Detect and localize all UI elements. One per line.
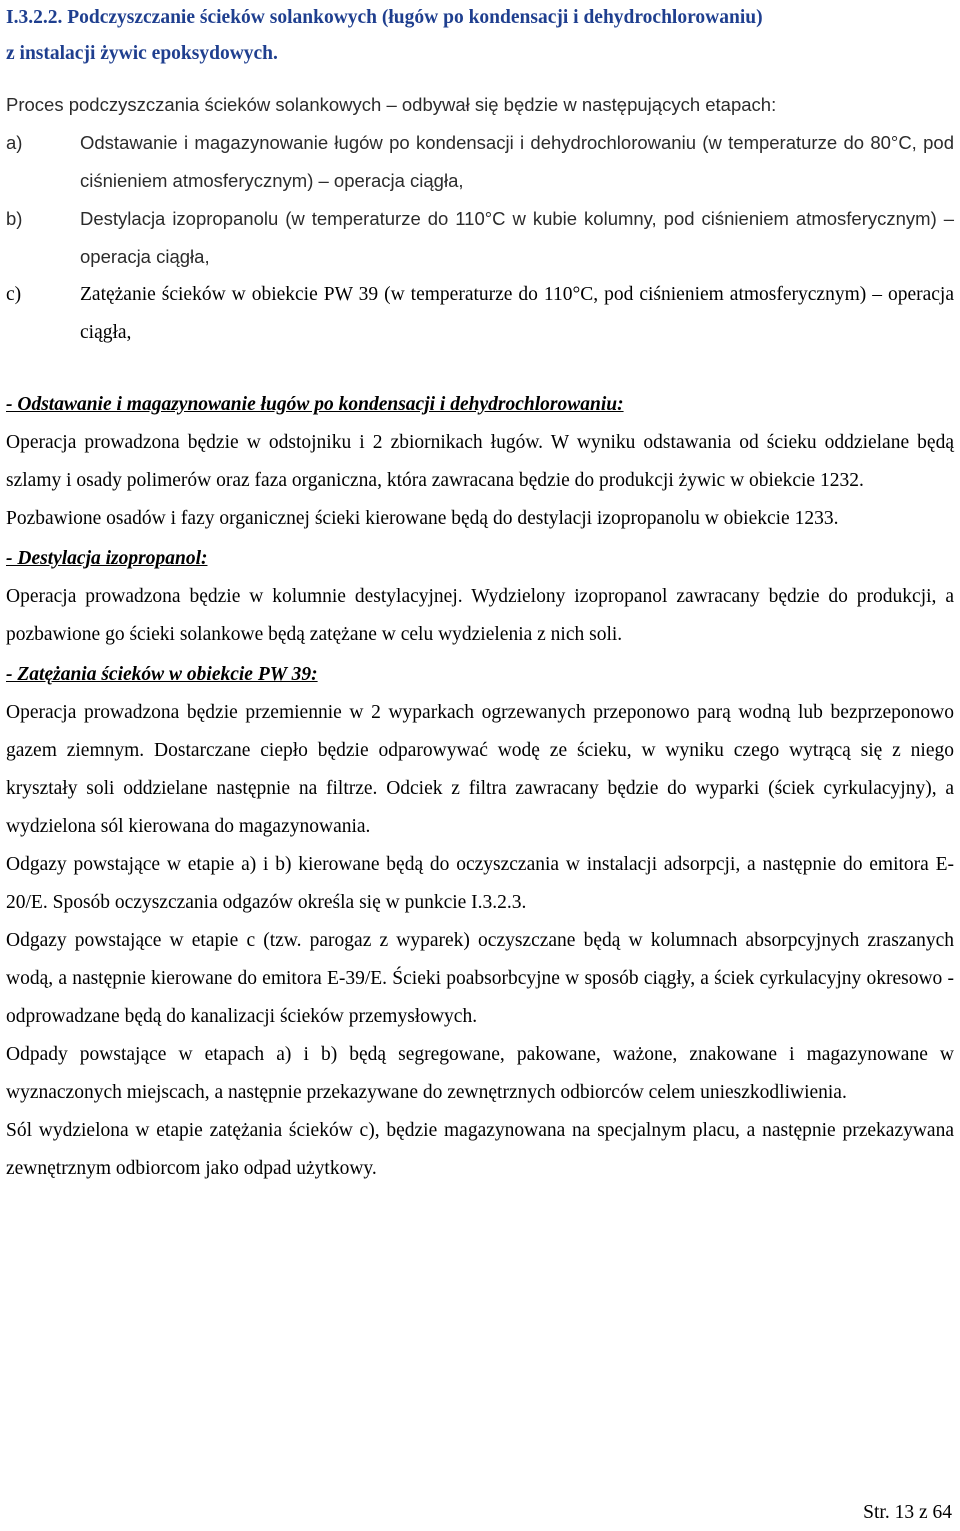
paragraph-odstawanie-1: [6, 424, 954, 500]
document-page: [6, 0, 954, 1188]
stage-item-a: [6, 124, 954, 200]
text-run: Odgazy powstające w etapie c (tzw.: [6, 930, 302, 951]
section-heading-line-1: I.3.2.2. Podczyszczanie ścieków solankowych (ługów po kondensacji i dehydrochlorowaniu): [6, 7, 763, 28]
stage-label: b): [6, 208, 23, 229]
text-run: Operacja prowadzona będzie w kolumnie destylacyjnej.: [6, 586, 463, 607]
text-run: parogaz z wyparek) oczyszczane będą w kolumnach absorpcyjnych zraszanych wodą, a następnie kierowane do emitora E-39/E. Ścieki poabsorbcyjne w sposób ciągły, a ściek cyrkulacyjny okresowo - odprowadzane będą do kanalizacji ścieków przemysłowych.: [6, 930, 954, 1027]
stage-label: c): [6, 284, 22, 305]
subsection-title-destylacja: - Destylacja izopropanol:: [6, 548, 208, 569]
stage-item-b: [6, 200, 954, 276]
stage-text: Destylacja izopropanolu (w temperaturze do 110°C w kubie kolumny, pod ciśnieniem atmosferycznym) – operacja ciągła,: [80, 208, 954, 267]
page-number: Str. 13 z 64: [863, 1502, 952, 1523]
paragraph-destylacja-1: [6, 578, 954, 654]
paragraph-zatezanie-4: Odpady powstające w etapach a) i b) będą segregowane, pakowane, ważone, znakowane i magazynowane w wyznaczonych miejscach, a następnie przekazywane do zewnętrznych odbiorców celem unieszkodliwienia.: [6, 1044, 954, 1103]
paragraph-zatezanie-1: [6, 694, 954, 846]
stage-text: Odstawanie i magazynowanie ługów po kondensacji i dehydrochlorowaniu (w temperaturze do 80°C, pod ciśnieniem atmosferycznym) – operacja ciągła,: [80, 132, 954, 191]
section-heading: [6, 0, 954, 72]
text-run: Dostarczane ciepło będzie odparowywać wodę ze ścieku, w wyniku czego wytrącą się z niego kryształy soli oddzielane następnie na filtrze. Odciek z filtra zawracany będzie do wyparki (ściek cyrkulacyjny), a wydzielona sól kierowana do magazynowania.: [6, 740, 954, 837]
paragraph-odstawanie-2: Pozbawione osadów i fazy organicznej ścieki kierowane będą do destylacji izopropanolu w obiekcie 1233.: [6, 508, 839, 529]
stage-text: Zatężanie ścieków w obiekcie PW 39 (w temperaturze do 110°C, pod ciśnieniem atmosferycznym) – operacja ciągła,: [80, 284, 954, 343]
stage-item-c: [6, 276, 954, 352]
text-run: Odgazy powstające w etapie a) i b) kierowane będą do oczyszczania w instalacji adsorpcji, a następnie do emitora E-20/E.: [6, 854, 954, 913]
text-run: W wyniku odstawania od ścieku oddzielane będą szlamy i osady polimerów oraz faza organiczna, która zawracana będzie do produkcji żywic w obiekcie 1232.: [6, 432, 954, 491]
text-run: Operacja prowadzona będzie w odstojniku i 2 zbiornikach ługów.: [6, 432, 544, 453]
subsection-title-zatezanie: - Zatężania ścieków w obiekcie PW 39:: [6, 664, 318, 685]
text-run: Operacja prowadzona będzie przemiennie w 2 wyparkach ogrzewanych przeponowo parą wodną lub bezprzeponowo gazem ziemnym.: [6, 702, 954, 761]
intro-paragraph: Proces podczyszczania ścieków solankowych – odbywał się będzie w następujących etapach:: [6, 94, 777, 115]
stages-list: [6, 124, 954, 352]
text-run: Wydzielony izopropanol zawracany będzie do produkcji, a pozbawione go ścieki solankowe będą zatężane w celu wydzielenia z nich soli.: [6, 586, 954, 645]
paragraph-zatezanie-3: [6, 922, 954, 1036]
section-heading-line-2: z instalacji żywic epoksydowych.: [6, 43, 278, 64]
text-run: Sposób oczyszczania odgazów określa się w punkcie I.3.2.3.: [47, 892, 527, 913]
paragraph-zatezanie-5: Sól wydzielona w etapie zatężania ścieków c), będzie magazynowana na specjalnym placu, a następnie przekazywana zewnętrznym odbiorcom jako odpad użytkowy.: [6, 1120, 954, 1179]
stage-label: a): [6, 132, 23, 153]
subsection-title-odstawanie: - Odstawanie i magazynowanie ługów po kondensacji i dehydrochlorowaniu:: [6, 394, 624, 415]
paragraph-zatezanie-2: [6, 846, 954, 922]
